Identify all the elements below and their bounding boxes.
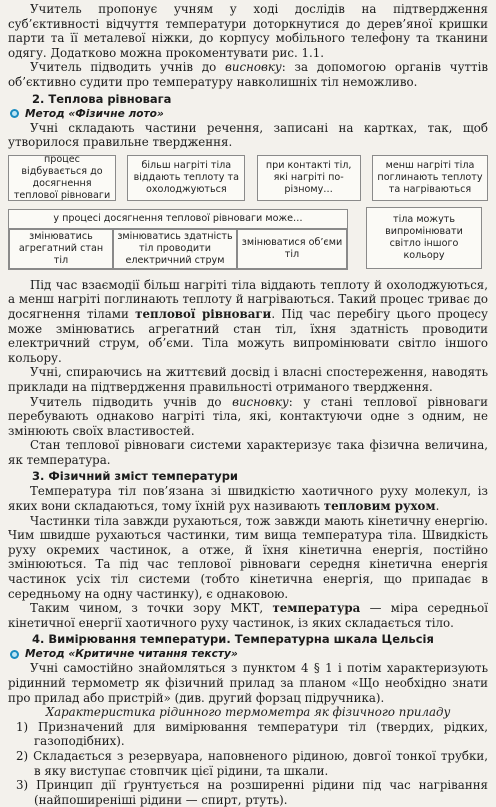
list-item: 1) Призначений для вимірювання температури тіл (твердих, рідких, газоподібних). [16,719,488,749]
thermometer-list [8,720,488,807]
para-conclusion-text: : у стані теплової рівноваги перебувають однаково нагріті тіла, які, контактуючи одне з одним, не змінюють своїх властивостей. [8,394,488,438]
card-2: більш нагріті тіла віддають теплоту та охолоджуються [127,155,245,201]
method-physics-lotto [10,107,488,121]
card-3: при контакті тіл, які нагріті по-різному… [257,155,361,201]
intro-conclusion-text: : за допомогою органів чуттів об’єктивно судити про температуру навколишніх тіл неможливо. [8,60,488,89]
intro-paragraph [8,2,488,60]
section3-p1-keyword: тепловим рухом [323,499,436,514]
para-temperature: Стан теплової рівноваги системи характеризує така фізична величина, як температура. [8,438,488,467]
cards-row-2 [8,209,488,270]
intro-text: Учитель пропонує учням у ході дослідів на підтвердження суб’єктивності відчуття температури доторкнутися до дерев’яної кришки парти та її металевої ніжки, до корпусу мобільного телефону та тканини одягу. Додатково можна прокоментувати рис. 1.1. [8,2,488,60]
para-equilibrium-text-1: Під час взаємодії більш нагріті тіла віддають теплоту й охолоджуються, а менш нагріті поглинають теплоту й нагріваються. Такий процес триває до досягнення тілами [8,277,488,321]
section3-p1-end: . [435,499,440,514]
card-1: процес відбувається до досягнення теплової рівноваги [8,155,116,201]
method-bullet-icon [10,650,19,659]
section3-p3-keyword: температура [272,601,361,616]
card-group [8,209,348,270]
thermometer-subheading: Характеристика рідинного термометра як фізичного приладу [45,705,451,720]
para-equilibrium [8,278,488,366]
intro-conclusion-lead: Учитель підводить учнів до [30,60,226,75]
section3-p1-text: Температура тіл пов’язана зі швидкістю хаотичного руху молекул, із яких вони складаються, тому їхній рух називають [8,484,488,514]
para-equilibrium-text-2: . Під час перебігу цього процесу може змінюватись агрегатний стан тіл, їхня здатність проводити електричний струм, об’єми. Тіла можуть випромінювати світло іншого кольору. [8,306,488,365]
cards-row-1 [8,155,488,201]
section-heading-thermal-equilibrium: 2. Теплова рівновага [32,91,172,106]
card-group-cells [9,229,347,269]
method-label: Метод «Критичне читання тексту» [25,648,238,661]
card-8: тіла можуть випромінювати світло іншого кольору [366,207,482,269]
intro-conclusion-keyword: висновку [225,60,282,75]
section-heading-temperature-meaning: 3. Фізичний зміст температури [32,469,238,484]
method-label: Метод «Фізичне лото» [25,107,164,120]
card-group-header: у процесі досягнення теплової рівноваги може… [8,210,348,229]
list-item: 3) Принцип дії ґрунтується на розширенні рідини під час нагрівання (найпоширеніші рідини — спирт, ртуть). [16,778,488,807]
card-6: змінюватись здатність тіл проводити електричний струм [113,229,237,269]
section3-p2: Частинки тіла завжди рухаються, тож завжди мають кінетичну енергію. Чим швидше рухаються частинки, тим вища температура тіла. Швидкість руху окремих частинок, а отже, й їхня кінетична енергія, постійно змінюються. Та під час теплової рівноваги середня кінетична енергія частинок усіх тіл системи (тобто кінетична енергія, що припадає в середньому на одну частинку), є однаковою. [8,513,488,601]
para-conclusion-keyword: висновку [232,394,289,409]
section4-p1: Учні самостійно знайомляться з пунктом 4 § 1 і потім характеризують рідинний термометр як фізичний прилад за планом «Що необхідно знати про прилад або пристрій» (див. другий форзац підручника). [8,661,488,705]
card-4: менш нагріті тіла поглинають теплоту та нагріваються [372,155,488,201]
list-item: 2) Складається з резервуара, наповненого рідиною, довгої тонкої трубки, в яку виступає стовпчик цієї рідини, та шкали. [16,748,488,778]
method-critical-reading [10,647,488,661]
para-equilibrium-keyword: теплової рівноваги [135,306,272,321]
intro-conclusion [8,60,488,89]
section-heading-temperature-measurement: 4. Вимірювання температури. Температурна шкала Цельсія [32,632,434,647]
method-bullet-icon [10,109,19,118]
section2-text: Учні складають частини речення, записані на картках, так, щоб утворилося правильне твердження. [8,120,488,150]
para-examples: Учні, спираючись на життєвий досвід і власні спостереження, наводять приклади на підтвердження правильності отриманого твердження. [8,365,488,394]
card-7: змінюватися об’єми тіл [237,229,347,269]
section3-p3-lead: Таким чином, з точки зору МКТ, [30,601,273,616]
card-5: змінюватись агрегатний стан тіл [9,229,113,269]
section3-p1 [8,484,488,513]
para-conclusion [8,395,488,439]
para-conclusion-lead: Учитель підводить учнів до [30,394,233,409]
section3-p3-text: — міра середньої кінетичної енергії хаотичного руху частинок, із яких складається тіло. [8,601,488,630]
section3-p3 [8,601,488,630]
